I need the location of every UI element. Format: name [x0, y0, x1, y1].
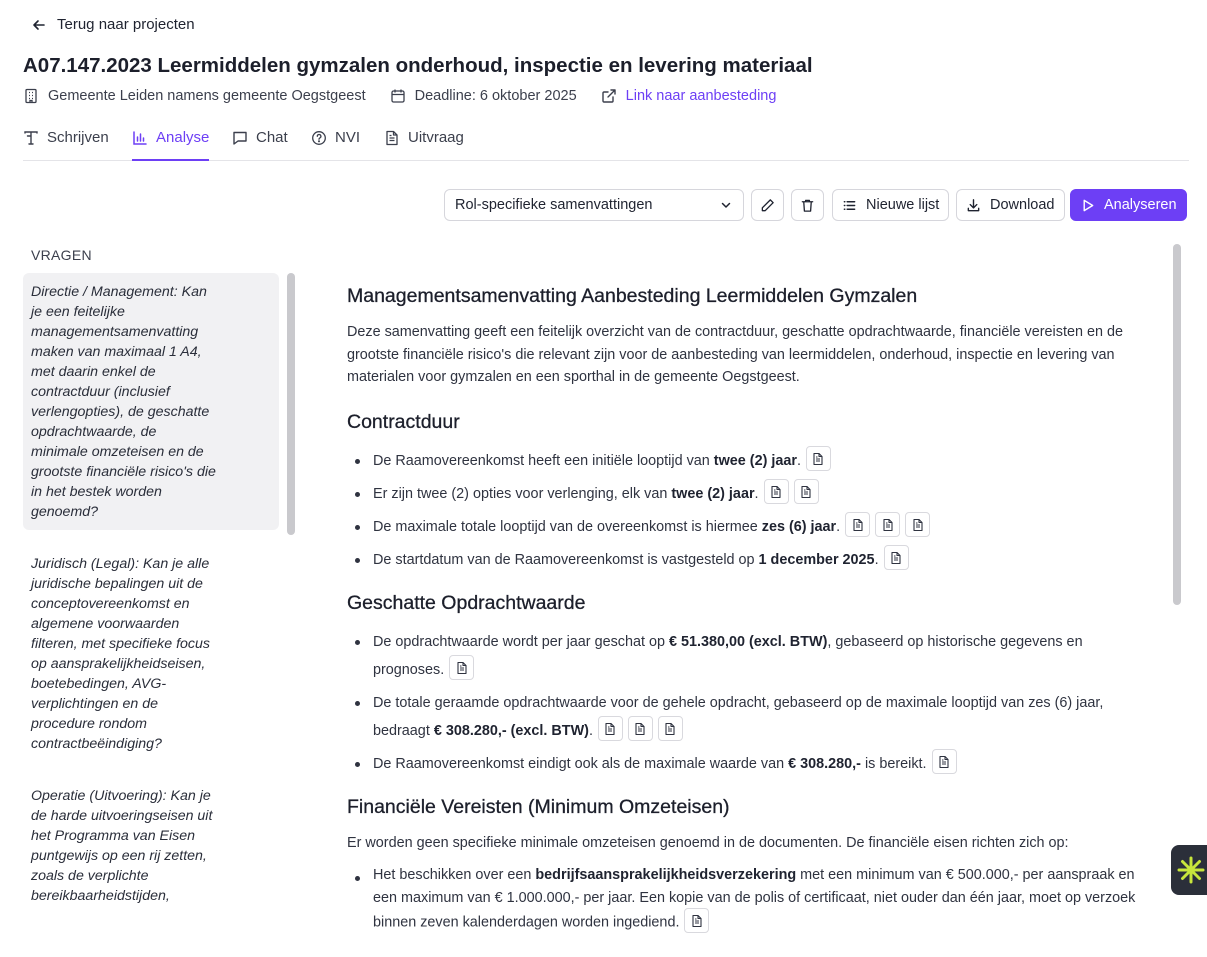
list-item: De totale geraamde opdrachtwaarde voor de gehele opdracht, gebaseerd op de maximale looptijd van zes (6) jaar, bedraagt € 308.280,- (excl. BTW). — [347, 689, 1147, 745]
document-icon — [663, 722, 677, 736]
tab-schrijven[interactable] — [23, 124, 109, 161]
document-icon — [690, 914, 704, 928]
contract-list — [347, 447, 1147, 574]
value-list — [347, 628, 1147, 778]
citation-button[interactable] — [628, 716, 653, 741]
tab-analyse[interactable] — [132, 124, 209, 161]
tab-bar — [23, 124, 1189, 161]
document-icon — [889, 551, 903, 565]
back-link-label: Terug naar projecten — [57, 16, 195, 33]
document-icon — [769, 485, 783, 499]
citation-button[interactable] — [806, 446, 831, 471]
citation-button[interactable] — [684, 908, 709, 933]
analyze-button[interactable] — [1070, 189, 1187, 221]
delete-list-button[interactable] — [791, 189, 824, 221]
questions-header: VRAGEN — [31, 247, 92, 263]
analyze-label: Analyseren — [1104, 197, 1177, 213]
document-icon — [851, 518, 865, 532]
external-link-icon — [601, 88, 617, 104]
citation-button[interactable] — [449, 655, 474, 680]
section-heading-financial: Financiële Vereisten (Minimum Omzeteisen) — [347, 795, 730, 818]
new-list-label: Nieuwe lijst — [866, 197, 940, 213]
list-item: De startdatum van de Raamovereenkomst is vastgesteld op 1 december 2025. — [347, 546, 1147, 574]
list-item: De Raamovereenkomst eindigt ook als de maximale waarde van € 308.280,- is bereikt. — [347, 750, 1147, 778]
questions-list — [23, 273, 279, 929]
citation-button[interactable] — [884, 545, 909, 570]
list-item: Het beschikken over een bedrijfsaansprakelijkheidsverzekering met een minimum van € 500.000,- per aanspraak en een maximum van € 1.000.000,- per jaar. Een kopie van de polis of certificaat, niet ouder dan één jaar, moet op verzoek binnen zeven kalenderdagen worden ingediend. — [347, 864, 1147, 935]
list-item: De opdrachtwaarde wordt per jaar geschat op € 51.380,00 (excl. BTW), gebaseerd op historische gegevens en prognoses. — [347, 628, 1147, 684]
question-circle-icon — [311, 130, 327, 146]
section-heading-contract: Contractduur — [347, 410, 460, 433]
tender-link-label[interactable]: Link naar aanbesteding — [625, 88, 777, 104]
citation-button[interactable] — [794, 479, 819, 504]
download-icon — [966, 198, 981, 213]
calendar-icon — [390, 88, 406, 104]
tab-label: NVI — [335, 129, 361, 146]
project-meta — [23, 88, 800, 104]
citation-button[interactable] — [932, 749, 957, 774]
tab-chat[interactable] — [232, 124, 288, 161]
arrow-left-icon — [31, 17, 47, 33]
content-scrollbar[interactable] — [1173, 244, 1181, 605]
list-select[interactable] — [444, 189, 744, 221]
summary-content — [347, 285, 1147, 953]
citation-button[interactable] — [764, 479, 789, 504]
citation-button[interactable] — [845, 512, 870, 537]
list-icon — [842, 198, 857, 213]
list-select-value: Rol-specifieke samenvattingen — [455, 197, 653, 213]
document-icon — [799, 485, 813, 499]
question-item-operations[interactable] — [23, 777, 279, 914]
tab-nvi[interactable] — [311, 124, 360, 161]
chevron-down-icon — [719, 198, 733, 212]
question-item-legal[interactable] — [23, 545, 279, 762]
section-heading-value: Geschatte Opdrachtwaarde — [347, 591, 586, 614]
back-to-projects-link[interactable] — [31, 16, 195, 33]
question-text: Juridisch (Legal): Kan je alle juridische bepalingen uit de conceptovereenkomst en algemene voorwaarden filteren, met specifieke focus op aansprakelijkheidseisen, boetebedingen, AVG-verplichtingen en de procedure rondom contractbeëindiging? — [31, 556, 210, 752]
document-icon — [633, 722, 647, 736]
summary-intro: Deze samenvatting geeft een feitelijk overzicht van de contractduur, geschatte opdrachtwaarde, financiële vereisten en de grootste financiële risico's die relevant zijn voor de aanbesteding van leermiddelen, onderhoud, inspectie en levering van materialen voor gymzalen en een sporthal in de gemeente Oegstgeest. — [347, 324, 1123, 385]
tender-link[interactable] — [601, 88, 777, 104]
document-icon — [384, 130, 400, 146]
edit-list-button[interactable] — [751, 189, 784, 221]
financial-intro: Er worden geen specifieke minimale omzeteisen genoemd in de documenten. De financiële eisen richten zich op: — [347, 834, 1069, 851]
tab-label: Chat — [256, 129, 288, 146]
building-icon — [23, 88, 39, 104]
organization — [23, 88, 366, 104]
trash-icon — [800, 198, 815, 213]
deadline — [390, 88, 577, 104]
question-item-management[interactable] — [23, 273, 279, 530]
sparkle-icon — [1176, 855, 1206, 885]
document-icon — [881, 518, 895, 532]
document-icon — [911, 518, 925, 532]
citation-button[interactable] — [658, 716, 683, 741]
citation-button[interactable] — [598, 716, 623, 741]
list-item: Er zijn twee (2) opties voor verlenging, elk van twee (2) jaar. — [347, 480, 1147, 508]
document-icon — [455, 661, 469, 675]
questions-scrollbar[interactable] — [287, 273, 295, 535]
organization-label: Gemeente Leiden namens gemeente Oegstgeest — [48, 88, 366, 104]
summary-title: Managementsamenvatting Aanbesteding Leermiddelen Gymzalen — [347, 285, 918, 307]
assistant-widget-button[interactable] — [1171, 845, 1207, 895]
deadline-label: Deadline: 6 oktober 2025 — [414, 88, 577, 104]
download-button[interactable] — [956, 189, 1065, 221]
document-icon — [811, 452, 825, 466]
tab-label: Analyse — [156, 129, 210, 146]
page-title: A07.147.2023 Leermiddelen gymzalen onderhoud, inspectie en levering materiaal — [23, 54, 813, 77]
tab-label: Uitvraag — [408, 129, 464, 146]
list-item: De Raamovereenkomst heeft een initiële looptijd van twee (2) jaar. — [347, 447, 1147, 475]
pencil-icon — [760, 198, 775, 213]
citation-button[interactable] — [875, 512, 900, 537]
bar-chart-icon — [132, 130, 148, 146]
download-label: Download — [990, 197, 1055, 213]
questions-panel — [23, 244, 298, 957]
document-icon — [937, 755, 951, 769]
chat-icon — [232, 130, 248, 146]
list-item: De maximale totale looptijd van de overeenkomst is hiermee zes (6) jaar. — [347, 513, 1147, 541]
financial-list — [347, 864, 1147, 935]
new-list-button[interactable] — [832, 189, 949, 221]
pen-tool-icon — [23, 130, 39, 146]
citation-button[interactable] — [905, 512, 930, 537]
question-text: Operatie (Uitvoering): Kan je de harde uitvoeringseisen uit het Programma van Eisen puntgewijs op een rij zetten, zoals de verplichte bereikbaarheidstijden, — [31, 788, 213, 904]
question-text: Directie / Management: Kan je een feitelijke managementsamenvatting maken van maximaal 1 A4, met daarin enkel de contractduur (inclusief verlengopties), de geschatte opdrachtwaarde, de minimale omzeteisen en de grootste financiële risico's die in het bestek worden genoemd? — [31, 284, 216, 520]
document-icon — [603, 722, 617, 736]
tab-uitvraag[interactable] — [384, 124, 464, 161]
tab-label: Schrijven — [47, 129, 109, 146]
play-icon — [1080, 198, 1095, 213]
